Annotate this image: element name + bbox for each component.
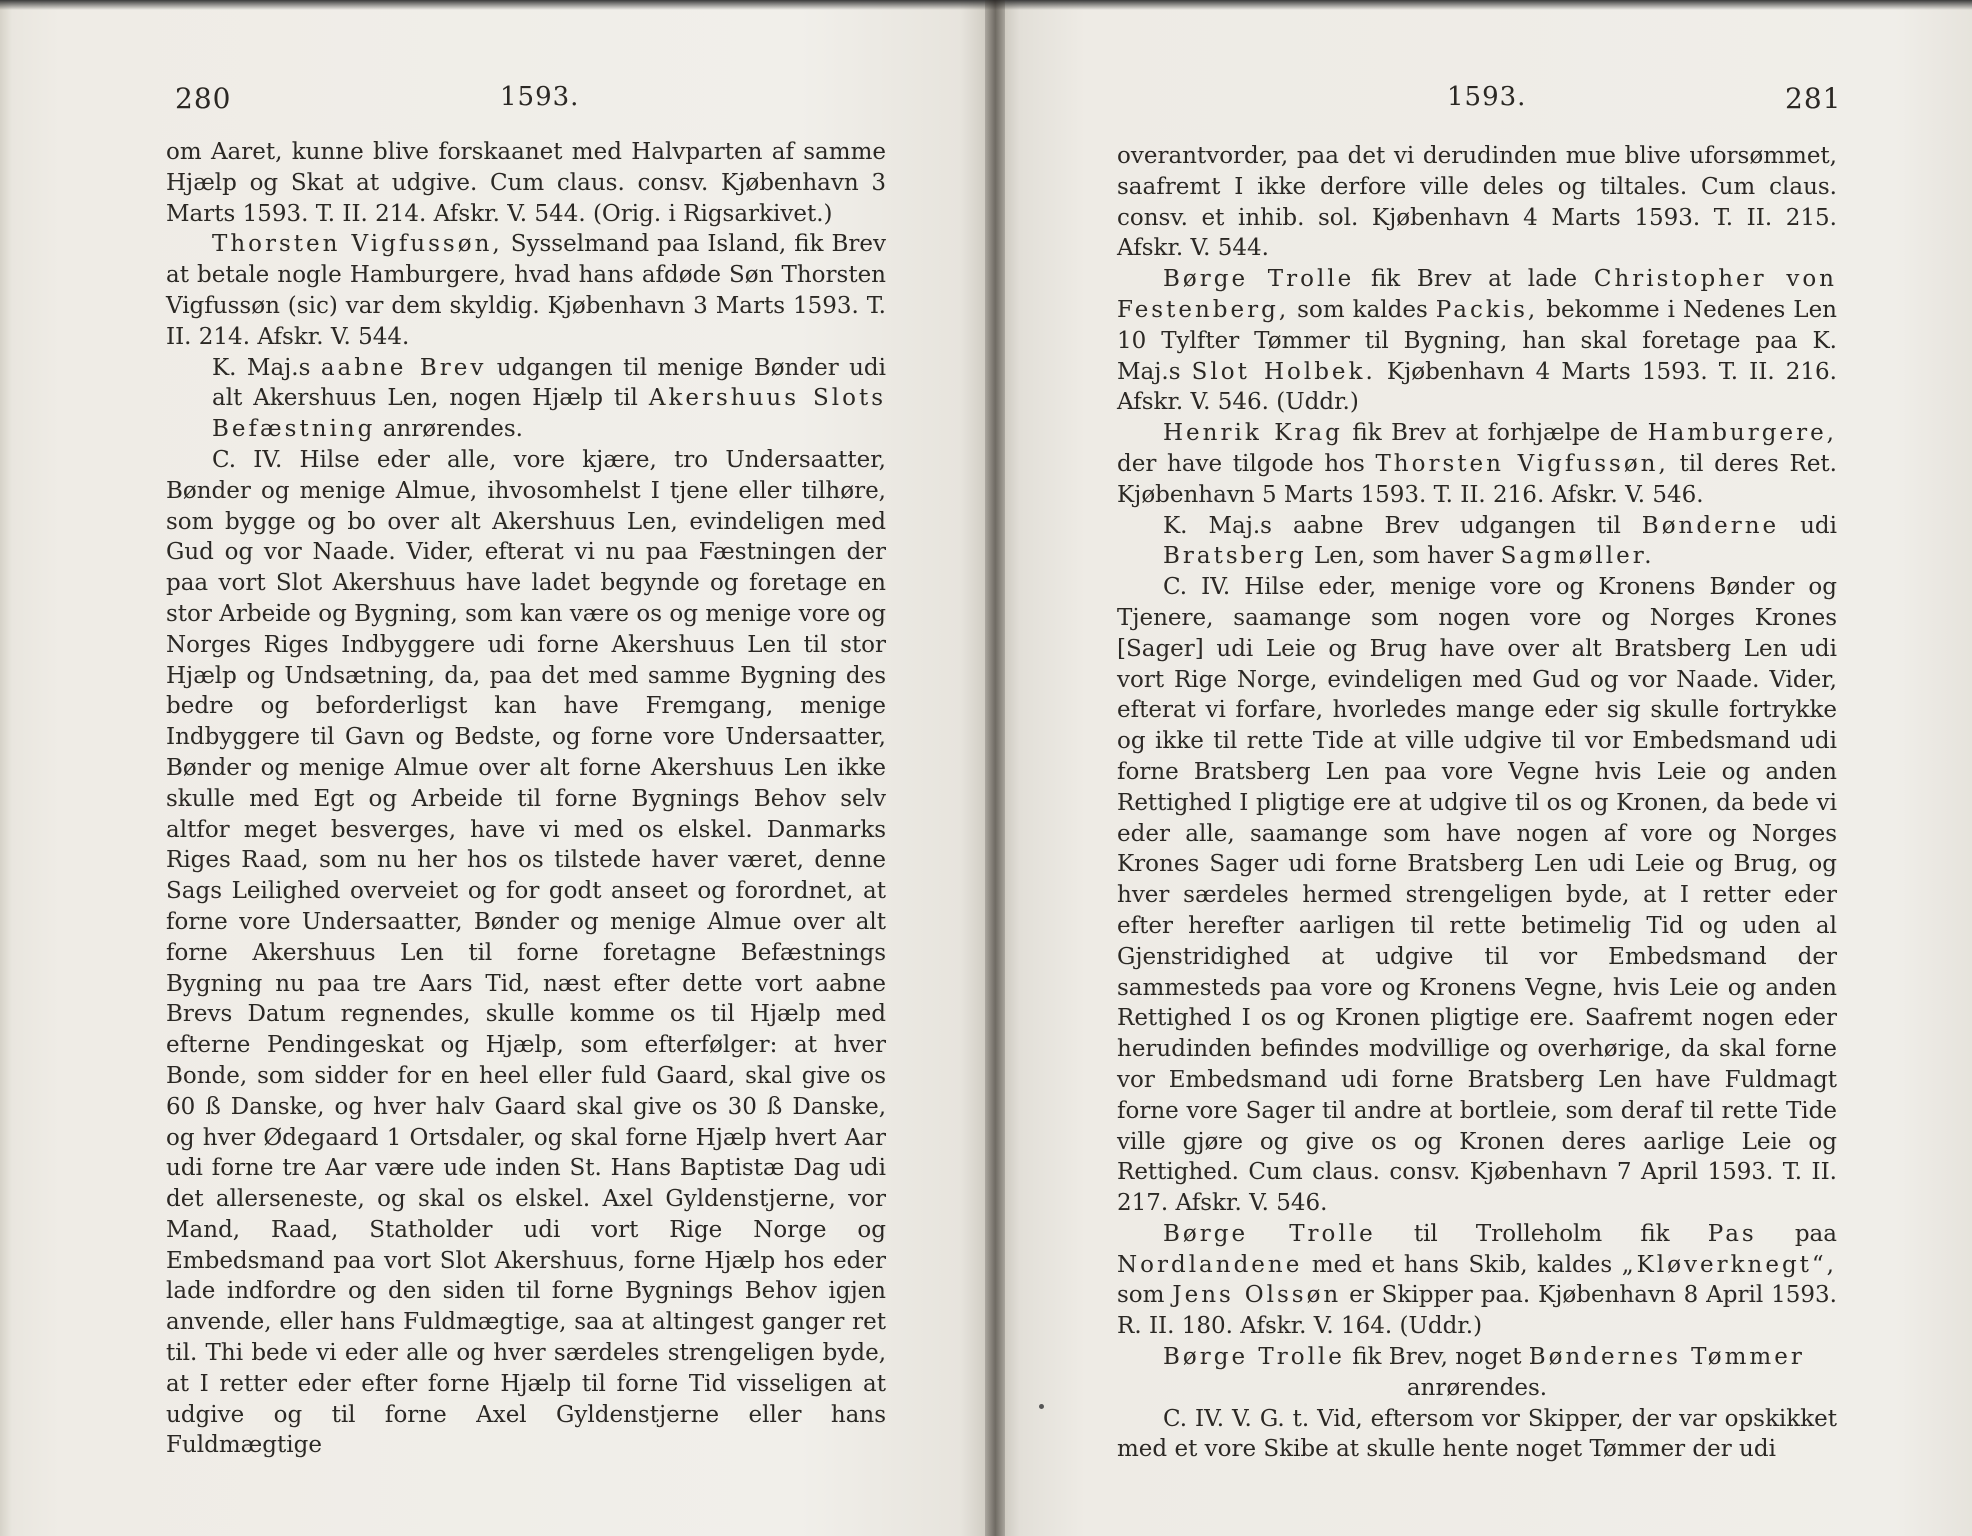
book-gutter — [985, 0, 1005, 1536]
right-entry-heading-2 — [1117, 1342, 1837, 1373]
entry-text: med et hans Skib, kaldes — [1302, 1251, 1622, 1278]
person-name: Børge Trolle — [1163, 1344, 1345, 1371]
person-name: Thorsten Vigfussøn, — [212, 231, 503, 258]
right-paragraph-2 — [1117, 264, 1837, 418]
right-page — [995, 0, 1972, 1536]
left-entry-heading — [166, 353, 886, 445]
right-page-body — [1117, 141, 1837, 1465]
person-name: Børge Trolle — [1163, 1220, 1376, 1247]
entry-text: Kjøbenhavn 4 Marts 1593. T. II. 216. Afskr. V. 546. (Uddr.) — [1117, 358, 1837, 416]
place-name: Nordlandene — [1117, 1251, 1303, 1278]
entry-text: fik Brev at lade — [1354, 266, 1594, 293]
ship-name: „Kløverknegt“, — [1621, 1251, 1837, 1278]
group-name: Hamburgere, — [1647, 420, 1837, 447]
right-paragraph-5 — [1117, 1219, 1837, 1342]
person-name: Christopher von Festenberg, — [1117, 266, 1837, 323]
person-name: Jens Olssøn — [1172, 1282, 1342, 1309]
entry-text: Sysselmand paa Island, fik Brev at betale nogle Hamburgere, hvad hans afdøde Søn Thorsten Vigfussøn (sic) var dem skyldig. Kjøbenhavn 3 Marts 1593. T. II. 214. Afskr. V. 544. — [166, 231, 887, 350]
person-name: Thorsten Vigfussøn, — [1375, 450, 1669, 477]
right-paragraph-6: C. IV. V. G. t. Vid, eftersom vor Skipper, der var opskikket med et vore Skibe at skulle hente noget Tømmer der udi — [1117, 1405, 1837, 1463]
heading-text: udgangen til menige Bønder udi alt Akershuus Len, nogen Hjælp til — [212, 354, 887, 412]
entry-text: fik Brev at forhjælpe de — [1342, 420, 1648, 447]
heading-spaced-text: Akershuus Slots Befæstning — [212, 385, 886, 443]
entry-text: er Skipper paa. Kjøbenhavn 8 April 1593. R. II. 180. Afskr. V. 164. (Uddr.) — [1117, 1282, 1837, 1340]
heading-text: anrørendes. — [375, 416, 523, 443]
heading-spaced-text: Bøndernes Tømmer — [1528, 1344, 1805, 1371]
right-page-number: 281 — [1785, 82, 1842, 115]
document-type: Pas — [1707, 1220, 1757, 1247]
heading-spaced-text: Bratsberg — [1163, 543, 1307, 570]
entry-text: paa — [1756, 1220, 1837, 1247]
print-speck — [1039, 1404, 1044, 1409]
place-name: Slot Holbek. — [1191, 358, 1376, 385]
left-page-number: 280 — [175, 82, 232, 115]
heading-text: fik Brev, noget — [1344, 1344, 1529, 1371]
left-running-year: 1593. — [500, 82, 580, 112]
heading-text: Len, som haver — [1306, 543, 1501, 570]
right-paragraph-1: overantvorder, paa det vi derudinden mue blive uforsømmet, saafremt I ikke derfore ville deles og tiltales. Cum claus. consv. et inhib. sol. Kjøbenhavn 4 Marts 1593. T. II. 215. Afskr. V. 544. — [1117, 143, 1837, 262]
left-paragraph-2 — [166, 229, 886, 352]
entry-text: bekomme i Nedenes Len 10 Tylfter Tømmer til Bygning, han skal foretage paa K. Maj.s — [1117, 296, 1837, 385]
left-paragraph-3: C. IV. Hilse eder alle, vore kjære, tro Undersaatter, Bønder og menige Almue, ihvosomhelst I tjene eller tilhøre, som bygge og bo over alt Akershuus Len, evindeligen med Gud og vor Naade. Vider, efterat vi nu paa Fæstningen der paa vort Slot Akershuus have ladet begynde og foretage en stor Arbeide og Bygning, som kan være os og menige vore og Norges Riges Indbyggere udi forne Akershuus Len til stor Hjælp og Undsætning, da, paa det med samme Bygning des bedre og beforderligst kan have Fremgang, menige Indbyggere til Gavn og Bedste, og forne vore Undersaatter, Bønder og menige Almue over alt forne Akershuus Len ikke skulle med Egt og Arbeide til forne Bygnings Behov selv altfor meget besverges, have vi med os elskel. Danmarks Riges Raad, som nu her hos os tilstede haver været, denne Sags Leilighed overveiet og for godt anseet og forordnet, at forne vore Undersaatter, Bønder og menige Almue over alt forne Akershuus Len til forne foretagne Befæstnings Bygning nu paa tre Aars Tid, næst efter dette vort aabne Brevs Datum regnendes, skulle komme os til Hjælp med efterne Pendingeskat og Hjælp, som efterfølger: at hver Bonde, som sidder for en heel eller fuld Gaard, skal give os 60 ß Danske, og hver halv Gaard skal give os 30 ß Danske, og hver Ødegaard 1 Ortsdaler, og skal forne Hjælp hvert Aar udi forne tre Aar være ude inden St. Hans Baptistæ Dag udi det allerseneste, og skal os elskel. Axel Gyldenstjerne, vor Mand, Raad, Statholder udi vort Rige Norge og Embedsmand paa vort Slot Akershuus, forne Hjælp hos eder lade indfordre og den siden til forne Bygnings Behov igjen anvende, eller hans Fuldmægtige, saa at altingest ganger ret til. Thi bede vi eder alle og hver særdeles strengeligen byde, at I retter eder efter forne Hjælp til forne Tid visseligen at udgive og til forne Axel Gyldenstjerne eller hans Fuldmægtige — [166, 446, 886, 1459]
right-entry-heading — [1117, 511, 1837, 573]
heading-continuation: anrørendes. — [1406, 1374, 1548, 1401]
entry-text: til deres Ret. Kjøbenhavn 5 Marts 1593. T. II. 216. Afskr. V. 546. — [1117, 450, 1837, 508]
right-paragraph-3 — [1117, 418, 1837, 510]
entry-text: som — [1117, 1282, 1173, 1309]
right-running-year: 1593. — [1447, 82, 1527, 112]
entry-text: der have tilgode hos — [1117, 450, 1376, 477]
left-paragraph-1: om Aaret, kunne blive forskaanet med Halvparten af samme Hjælp og Skat at udgive. Cum claus. consv. Kjøbenhavn 3 Marts 1593. T. II. 214. Afskr. V. 544. (Orig. i Rigsarkivet.) — [166, 139, 886, 227]
right-paragraph-4: C. IV. Hilse eder, menige vore og Kronens Bønder og Tjenere, saamange som nogen vore og Norges Krones [Sager] udi Leie og Brug have over alt Bratsberg Len udi vort Rige Norge, evindeligen med Gud og vor Naade. Vider, efterat vi forfare, hvorledes mange eder sig skulle fortrykke og ikke til rette Tide at ville udgive til vor Embedsmand udi forne Bratsberg Len paa vore Vegne hvis Leie og anden Rettighed I pligtige ere at udgive til os og Kronen, da bede vi eder alle, saamange som have nogen af vore og Norges Krones Sager udi forne Bratsberg Len udi Leie og Brug, og hver særdeles hermed strengeligen byde, at I retter eder efter herefter aarligen til rette betimelig Tid og uden al Gjenstridighed at udgive til vor Embedsmand der sammesteds paa vore og Kronens Vegne, hvis Leie og anden Rettighed I os og Kronen pligtige ere. Saafremt nogen eder herudinden befindes modvillige og overhørige, da skal forne vor Embedsmand udi forne Bratsberg Len have Fuldmagt forne vore Sager til andre at bortleie, som deraf til rette Tide ville gjøre og give os og Kronen deres aarlige Leie og Rettighed. Cum claus. consv. Kjøbenhavn 7 April 1593. T. II. 217. Afskr. V. 546. — [1117, 574, 1837, 1217]
person-name: Henrik Krag — [1163, 420, 1343, 447]
nickname: Packis, — [1435, 296, 1539, 323]
heading-text: K. Maj.s aabne Brev udgangen til — [1163, 512, 1642, 539]
heading-text: K. Maj.s — [212, 354, 321, 381]
entry-text: som kaldes — [1289, 296, 1436, 323]
heading-text: udi — [1779, 512, 1837, 539]
top-edge-shadow — [0, 0, 995, 10]
left-page-body — [166, 137, 886, 1461]
heading-spaced-text: aabne Brev — [320, 354, 487, 381]
person-name: Børge Trolle — [1163, 266, 1355, 293]
heading-spaced-text: Sagmøller. — [1500, 543, 1655, 570]
entry-text: til Trolleholm fik — [1375, 1220, 1708, 1247]
heading-spaced-text: Bønderne — [1641, 512, 1780, 539]
top-edge-shadow — [995, 0, 1972, 10]
